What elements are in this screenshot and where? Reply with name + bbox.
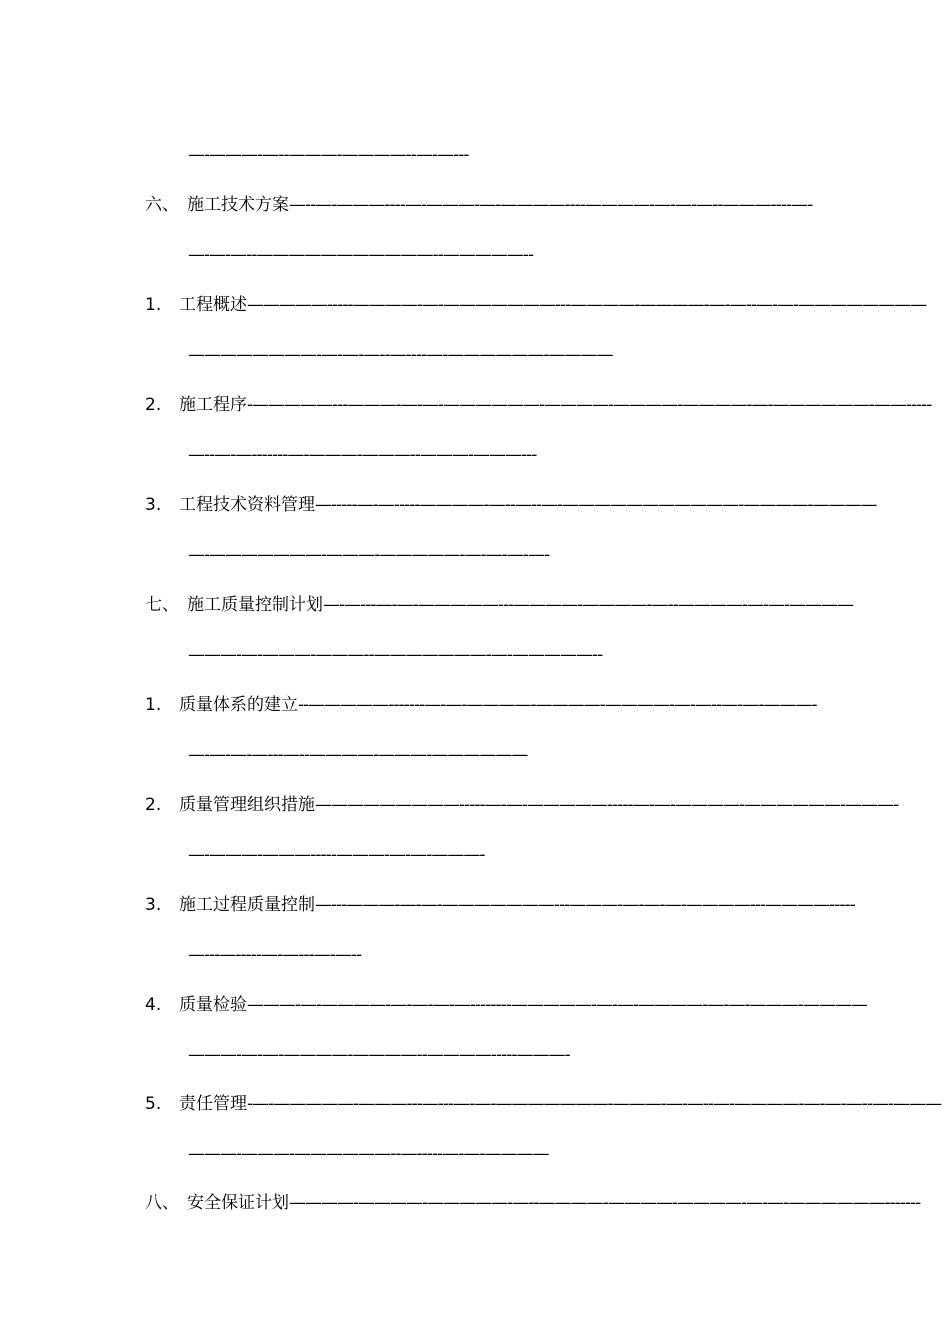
toc-leader: —-———-———-----———-—-—-———- (188, 845, 485, 865)
toc-entry-title: 责任管理 (179, 1094, 247, 1114)
toc-continuation-line (188, 945, 420, 965)
toc-leader: --—————-------—-—-————-————-————-—-—--—-—-———- (298, 695, 817, 715)
toc-entry-title: 质量管理组织措施 (179, 795, 315, 815)
toc-entry-7-4[interactable] (145, 995, 867, 1015)
toc-leader: —--—-———----—-———-—-————----————-—-—-—--———----—- (289, 195, 813, 215)
toc-entry-number: 六、 (145, 195, 179, 215)
toc-entry-title: 施工质量控制计划 (187, 595, 323, 615)
toc-entry-number: 2. (145, 795, 162, 815)
toc-entry-6-3[interactable] (145, 495, 877, 515)
toc-entry-7-5[interactable] (145, 1094, 942, 1114)
toc-entry-number: 八、 (145, 1193, 179, 1213)
toc-entry-title: 工程技术资料管理 (179, 495, 315, 515)
toc-leader: —-—-—-—---—--————-———-—————— (188, 745, 528, 765)
toc-entry-title: 工程概述 (179, 295, 247, 315)
toc-entry-7-3[interactable] (145, 895, 855, 915)
toc-leader: ———-———-——————--—-----—-—-———— (188, 1144, 549, 1164)
toc-leader: ———-—-————-—-—-—-—--------—————-—-—-————-—-—-———-———— (247, 995, 867, 1015)
toc-entry-section-6[interactable] (145, 195, 847, 215)
toc-leader: —---—-----—-—---—-—-- (188, 945, 362, 965)
toc-continuation-line (188, 745, 528, 765)
toc-entry-title: 施工过程质量控制 (179, 895, 315, 915)
toc-entry-7-1[interactable] (145, 695, 839, 715)
toc-entry-title: 安全保证计划 (187, 1193, 289, 1213)
toc-continuation-line (188, 1144, 549, 1164)
toc-entry-number: 七、 (145, 595, 179, 615)
toc-leader: —---———-—-—-———————---———-—-—-—-————---————----- (315, 895, 855, 915)
toc-entry-number: 2. (145, 395, 162, 415)
toc-leader: —--—-—-------—-———-———--———-———--- (188, 445, 537, 465)
toc-leader: —————-----————-—-———————---————-————-—-—--—-—-———————— (247, 295, 927, 315)
toc-continuation-line (188, 845, 490, 865)
toc-leader: ————-————-—————-—--————-————-————-—-—-——————------- (289, 1193, 921, 1213)
toc-leader: ———-—-—-————-————--————-----———- (188, 1045, 570, 1065)
toc-entry-number: 3. (145, 495, 162, 515)
toc-entry-number: 1. (145, 295, 162, 315)
toc-entry-section-7[interactable] (145, 595, 854, 615)
toc-leader: —-—---—-—-—————---————-————-—--————-—-—-———— (323, 595, 854, 615)
toc-leader: ———-—-———-———--———————-—-—————-- (188, 645, 603, 665)
toc-entry-title: 施工程序 (179, 395, 247, 415)
toc-entry-6-2[interactable] (145, 395, 932, 415)
toc-entry-number: 4. (145, 995, 162, 1015)
toc-continuation-line (188, 445, 540, 465)
toc-continuation-line (188, 545, 566, 565)
toc-entry-6-1[interactable] (145, 295, 927, 315)
toc-entry-title: 质量检验 (179, 995, 247, 1015)
toc-entry-section-8[interactable] (145, 1193, 921, 1213)
toc-leader: —-———————-———-—————-—-—-—-—- (188, 545, 550, 565)
toc-leader: —-———-—--———-————--—-—--- (188, 145, 469, 165)
toc-entry-number: 5. (145, 1094, 162, 1114)
toc-entry-title: 施工技术方案 (187, 195, 289, 215)
toc-leader: —-—-—--———————————--—————-- (188, 245, 534, 265)
toc-continuation-line (188, 245, 553, 265)
toc-leader: -—-—————-———---—---—-—-———————-———-—-—--—-————-—-—-—--—-——— (247, 1094, 942, 1114)
toc-leader: —-----—-—-----————-—--—--—-———————————-————-———— (315, 495, 877, 515)
toc-entry-7-2[interactable] (145, 795, 899, 815)
toc-continuation-line (188, 345, 623, 365)
toc-leader: —————————-----—-—-—————-----—-—-————-——————-———- (315, 795, 899, 815)
toc-entry-number: 3. (145, 895, 162, 915)
toc-continuation-line (188, 145, 488, 165)
toc-leader: ————————-—-—-—--—----—-——————-———— (188, 345, 613, 365)
toc-continuation-line (188, 1045, 570, 1065)
toc-continuation-line (188, 645, 603, 665)
toc-entry-number: 1. (145, 695, 162, 715)
toc-entry-title: 质量体系的建立 (179, 695, 298, 715)
toc-leader: -—————---———-—-—-——————-————-————-————-—-——————-——----- (247, 395, 932, 415)
